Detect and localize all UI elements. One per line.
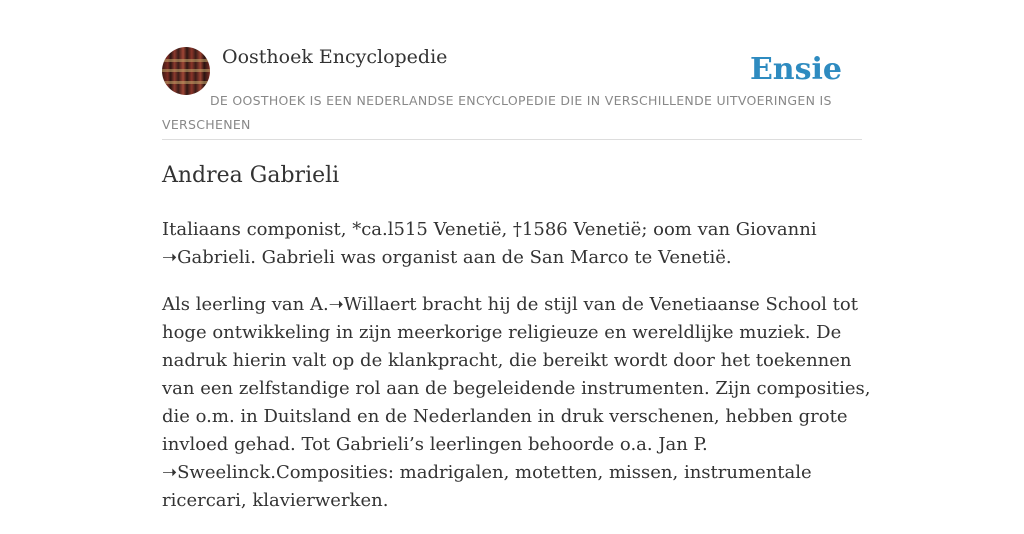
book-band [162,59,210,62]
article-body [162,216,872,534]
article-paragraph: Italiaans componist, *ca.l515 Venetië, †1586 Venetië; oom van Giovanni ➝Gabrieli. Gabrieli was organist aan de San Marco te Venetië. [162,219,817,268]
brand-logo-link[interactable]: Ensie [749,52,842,87]
book-band [162,81,210,84]
site-tagline: DE OOSTHOEK IS EEN NEDERLANDSE ENCYCLOPEDIE DIE IN VERSCHILLENDE UITVOERINGEN IS VERSCHENEN [162,93,832,132]
article-title: Andrea Gabrieli [162,163,340,188]
article-paragraph: Als leerling van A.➝Willaert bracht hij de stijl van de Venetiaanse School tot hoge ontwikkeling in zijn meerkorige religieuze en wereldlijke muziek. De nadruk hierin valt op de klankpracht, die bereikt wordt door het toekennen van een zelfstandige rol aan de begeleidende instrumenten. Zijn composities, die o.m. in Duitsland en de Nederlanden in druk verschenen, hebben grote invloed gehad. Tot Gabrieli’s leerlingen behoorde o.a. Jan P. ➝Sweelinck.Composities: madrigalen, motetten, missen, instrumentale ricercari, klavierwerken. [162,294,871,511]
site-title-link[interactable]: Oosthoek Encyclopedie [222,46,448,68]
page-container [162,0,871,511]
site-header [162,0,862,140]
book-band [162,69,210,72]
encyclopedia-books-icon[interactable] [162,47,210,95]
